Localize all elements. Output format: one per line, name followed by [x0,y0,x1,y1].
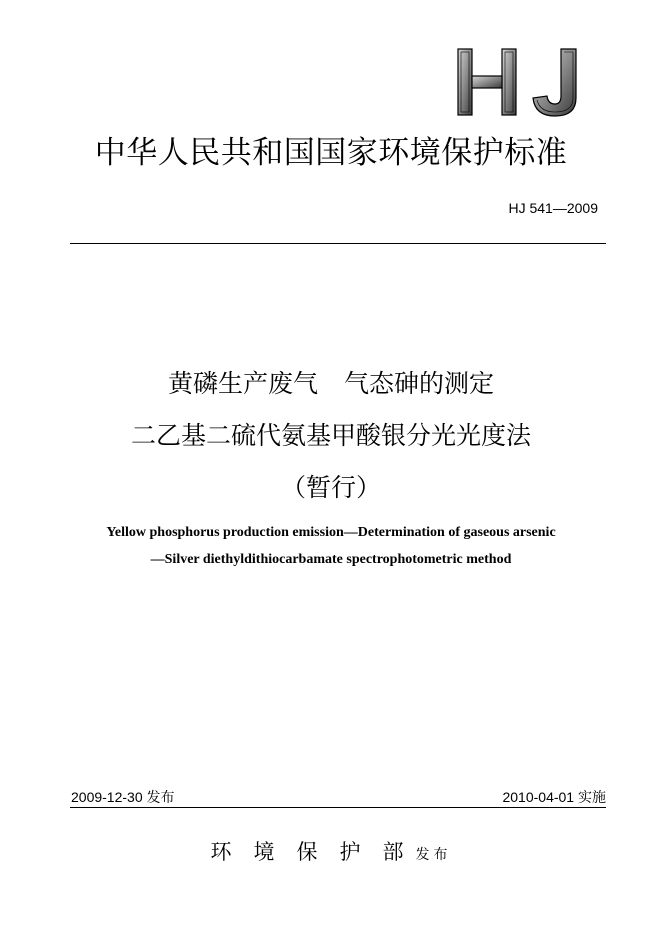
standard-title: 中华人民共和国国家环境保护标准 [94,135,568,171]
chinese-title-part-1: 黄磷生产废气 [167,369,318,398]
top-divider [70,243,606,244]
bottom-divider [70,807,606,808]
chinese-title-line-2: 二乙基二硫代氨基甲酸银分光光度法 [130,421,531,450]
chinese-title-line-3: （暂行） [280,473,381,502]
issuer-line [0,836,662,866]
issue-date: 2009-12-30 发布 [71,789,175,805]
english-title-line-2: —Silver diethyldithiocarbamate spectrophotometric method [150,552,512,567]
english-title-line-1: Yellow phosphorus production emission—Determination of gaseous arsenic [106,525,556,540]
implementation-date: 2010-04-01 实施 [502,789,606,805]
hj-logo [455,46,589,120]
chinese-title-line-1 [0,366,662,402]
issuer-name: 环境保护部 [210,840,426,864]
chinese-title-part-2: 气态砷的测定 [344,369,495,398]
standard-code: HJ 541—2009 [508,200,598,216]
issuer-suffix: 发布 [415,847,452,863]
